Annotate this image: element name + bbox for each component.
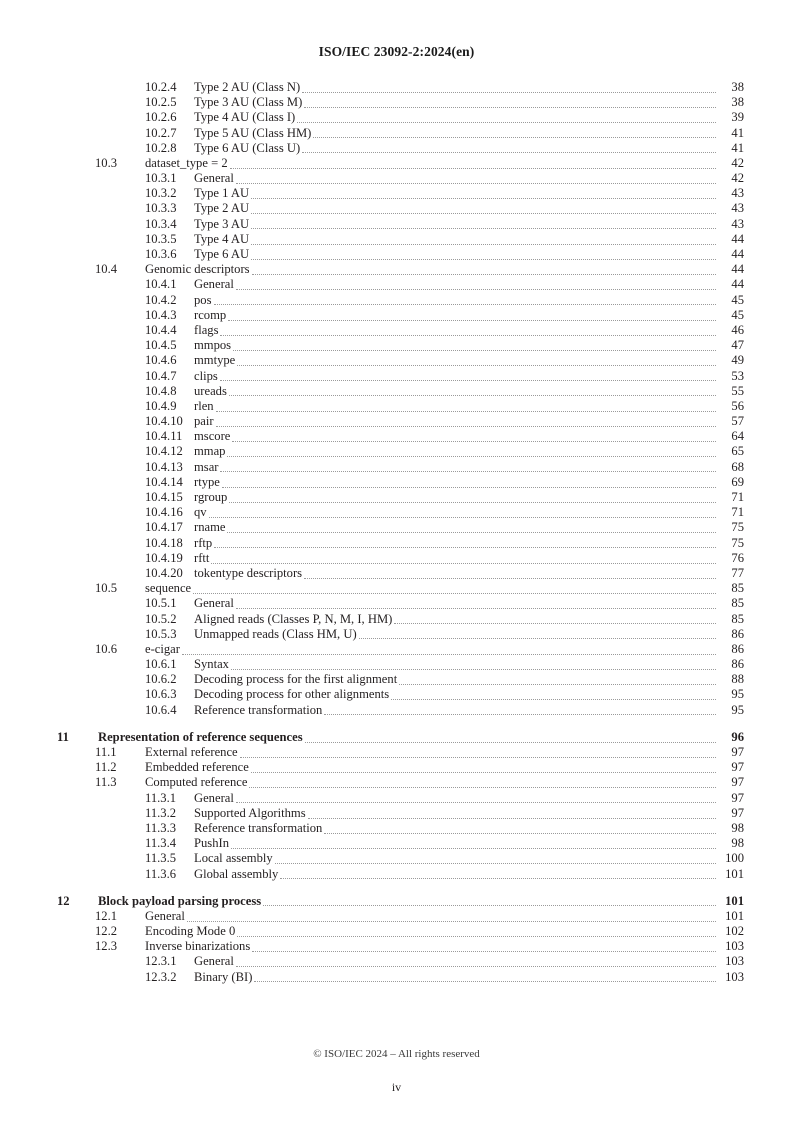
toc-entry-title: Supported Algorithms	[194, 805, 306, 820]
toc-entry-title: Type 6 AU (Class U)	[194, 140, 301, 155]
toc-entry-page-number: 77	[731, 565, 744, 580]
toc-entry[interactable]	[50, 247, 744, 262]
toc-entry-page-number: 75	[731, 535, 744, 550]
toc-entry[interactable]	[50, 806, 744, 821]
toc-entry-number: 11.3.3	[145, 820, 177, 835]
toc-entry-number: 10.3.1	[145, 171, 177, 186]
toc-dot-leader	[394, 616, 716, 627]
toc-dot-leader	[228, 312, 716, 323]
toc-entry[interactable]	[50, 232, 744, 247]
toc-entry-title: rgroup	[194, 490, 228, 505]
toc-dot-leader	[193, 585, 716, 596]
toc-entry-number: 10.4.10	[145, 414, 183, 429]
toc-entry-title: Encoding Mode 0	[145, 924, 236, 939]
toc-entry[interactable]	[50, 596, 744, 611]
toc-dot-leader	[249, 780, 716, 791]
toc-dot-leader	[275, 856, 716, 867]
toc-entry-number: 11.3.2	[145, 805, 177, 820]
toc-entry-title: Reference transformation	[194, 702, 323, 717]
toc-entry-title: Binary (BI)	[194, 969, 253, 984]
toc-entry-number: 10.3.5	[145, 231, 177, 246]
toc-entry-page-number: 49	[731, 353, 744, 368]
toc-entry-page-number: 55	[731, 383, 744, 398]
toc-dot-leader	[305, 734, 716, 745]
toc-entry-number: 10.5.3	[145, 626, 177, 641]
toc-entry-title: Syntax	[194, 657, 229, 672]
toc-entry-title: msar	[194, 459, 219, 474]
toc-dot-leader	[324, 707, 716, 718]
table-of-contents	[50, 80, 744, 985]
toc-dot-leader	[254, 974, 716, 985]
toc-entry[interactable]	[50, 414, 744, 429]
toc-dot-leader	[324, 825, 716, 836]
toc-entry-page-number: 53	[731, 368, 744, 383]
toc-entry-page-number: 95	[731, 702, 744, 717]
toc-entry-title: PushIn	[194, 836, 229, 851]
toc-entry-title: General	[194, 596, 234, 611]
toc-entry-number: 10.4.3	[145, 307, 177, 322]
toc-entry-page-number: 97	[731, 775, 744, 790]
toc-entry-page-number: 71	[731, 490, 744, 505]
toc-entry-title: Inverse binarizations	[145, 939, 251, 954]
toc-dot-leader	[214, 297, 717, 308]
toc-entry-number: 10.4.13	[145, 459, 183, 474]
toc-entry-page-number: 42	[731, 171, 744, 186]
toc-entry-number: 12.1	[95, 908, 118, 923]
toc-entry-page-number: 43	[731, 201, 744, 216]
toc-entry[interactable]	[50, 730, 744, 745]
toc-entry-page-number: 45	[731, 292, 744, 307]
toc-entry[interactable]	[50, 955, 744, 970]
toc-entry[interactable]	[50, 612, 744, 627]
toc-entry-title: Type 4 AU (Class I)	[194, 110, 296, 125]
toc-dot-leader	[231, 840, 716, 851]
toc-entry[interactable]	[50, 627, 744, 642]
toc-entry-title: rftt	[194, 550, 210, 565]
toc-dot-leader	[227, 525, 716, 536]
toc-entry-title: mscore	[194, 429, 231, 444]
toc-entry-page-number: 103	[725, 954, 744, 969]
toc-dot-leader	[252, 266, 716, 277]
toc-entry[interactable]	[50, 536, 744, 551]
toc-entry-number: 10.4.19	[145, 550, 183, 565]
toc-entry-number: 10.3.3	[145, 201, 177, 216]
toc-entry[interactable]	[50, 262, 744, 277]
document-header-standard-reference: ISO/IEC 23092-2:2024(en)	[318, 44, 475, 59]
toc-entry-page-number: 88	[731, 672, 744, 687]
toc-entry-title: tokentype descriptors	[194, 565, 303, 580]
toc-entry-title: dataset_type = 2	[145, 155, 228, 170]
toc-entry-title: Type 2 AU	[194, 201, 250, 216]
toc-dot-leader	[251, 206, 716, 217]
toc-entry-number: 11.3.1	[145, 790, 177, 805]
toc-dot-leader	[237, 928, 716, 939]
toc-entry[interactable]	[50, 836, 744, 851]
toc-entry-number: 11.3.6	[145, 866, 177, 881]
toc-entry-number: 10.3.2	[145, 186, 177, 201]
toc-dot-leader	[302, 84, 716, 95]
toc-entry-title: Type 2 AU (Class N)	[194, 79, 301, 94]
toc-entry[interactable]	[50, 80, 744, 95]
toc-entry-page-number: 75	[731, 520, 744, 535]
toc-entry-page-number: 43	[731, 216, 744, 231]
toc-entry-number: 10.4	[95, 262, 118, 277]
toc-entry-page-number: 44	[731, 231, 744, 246]
toc-entry[interactable]	[50, 688, 744, 703]
toc-dot-leader	[232, 434, 716, 445]
toc-entry[interactable]	[50, 277, 744, 292]
toc-dot-leader	[236, 282, 716, 293]
toc-entry-page-number: 43	[731, 186, 744, 201]
toc-entry[interactable]	[50, 293, 744, 308]
toc-entry[interactable]	[50, 672, 744, 687]
toc-entry[interactable]	[50, 308, 744, 323]
toc-entry-page-number: 85	[731, 611, 744, 626]
toc-entry[interactable]	[50, 156, 744, 171]
toc-dot-leader	[237, 358, 716, 369]
toc-entry[interactable]	[50, 323, 744, 338]
toc-entry-title: rname	[194, 520, 226, 535]
toc-entry[interactable]	[50, 775, 744, 790]
toc-entry-number: 10.2.6	[145, 110, 177, 125]
toc-entry-number: 10.4.12	[145, 444, 183, 459]
toc-entry-number: 11.3.4	[145, 836, 177, 851]
toc-entry-number: 10.4.1	[145, 277, 177, 292]
toc-dot-leader	[227, 449, 716, 460]
toc-dot-leader	[214, 540, 716, 551]
toc-dot-leader	[399, 677, 716, 688]
toc-entry[interactable]	[50, 867, 744, 882]
toc-entry[interactable]	[50, 186, 744, 201]
toc-dot-leader	[230, 160, 716, 171]
toc-entry-number: 10.6.4	[145, 702, 177, 717]
toc-entry-title: Type 3 AU	[194, 216, 250, 231]
toc-entry-title: mmtype	[194, 353, 236, 368]
toc-dot-leader	[359, 631, 716, 642]
toc-dot-leader	[216, 403, 716, 414]
toc-entry[interactable]	[50, 475, 744, 490]
toc-entry-page-number: 98	[731, 836, 744, 851]
toc-entry-page-number: 69	[731, 474, 744, 489]
toc-entry[interactable]	[50, 110, 744, 125]
toc-entry-title: Type 1 AU	[194, 186, 250, 201]
toc-entry-number: 10.4.20	[145, 565, 183, 580]
toc-entry-title: General	[194, 954, 234, 969]
toc-entry-number: 10.4.4	[145, 322, 177, 337]
toc-entry-number: 10.4.9	[145, 398, 177, 413]
toc-entry-page-number: 44	[731, 247, 744, 262]
toc-entry[interactable]	[50, 369, 744, 384]
toc-entry-number: 10.6	[95, 641, 118, 656]
toc-entry-title: External reference	[145, 745, 238, 760]
toc-entry-page-number: 97	[731, 745, 744, 760]
toc-entry-title: Type 3 AU (Class M)	[194, 95, 303, 110]
toc-entry-number: 12	[57, 893, 70, 908]
toc-entry[interactable]	[50, 642, 744, 657]
toc-entry[interactable]	[50, 894, 744, 909]
toc-entry[interactable]	[50, 141, 744, 156]
toc-entry-title: Reference transformation	[194, 820, 323, 835]
toc-entry-title: Local assembly	[194, 851, 273, 866]
toc-entry[interactable]	[50, 703, 744, 718]
toc-entry-title: Type 6 AU	[194, 247, 250, 262]
toc-entry-page-number: 98	[731, 820, 744, 835]
toc-entry[interactable]	[50, 581, 744, 596]
toc-dot-leader	[236, 795, 716, 806]
toc-entry-number: 10.3.6	[145, 247, 177, 262]
toc-entry-title: clips	[194, 368, 218, 383]
toc-dot-leader	[222, 479, 716, 490]
toc-entry-page-number: 103	[725, 969, 744, 984]
toc-entry-page-number: 57	[731, 414, 744, 429]
toc-entry-page-number: 46	[731, 322, 744, 337]
toc-dot-leader	[280, 871, 716, 882]
toc-entry-page-number: 86	[731, 626, 744, 641]
toc-entry-title: sequence	[145, 581, 192, 596]
toc-entry-number: 10.6.2	[145, 672, 177, 687]
toc-entry-title: rlen	[194, 398, 214, 413]
toc-entry-number: 10.6.1	[145, 657, 177, 672]
toc-entry-title: General	[194, 790, 234, 805]
toc-entry-page-number: 47	[731, 338, 744, 353]
toc-entry[interactable]	[50, 745, 744, 760]
toc-dot-leader	[251, 236, 716, 247]
toc-entry-title: Type 4 AU	[194, 231, 250, 246]
toc-entry-number: 10.3.4	[145, 216, 177, 231]
toc-entry[interactable]	[50, 217, 744, 232]
toc-entry-title: qv	[194, 505, 207, 520]
toc-entry-page-number: 86	[731, 641, 744, 656]
toc-entry-page-number: 41	[731, 125, 744, 140]
toc-entry-title: General	[145, 908, 185, 923]
toc-entry[interactable]	[50, 821, 744, 836]
toc-entry[interactable]	[50, 939, 744, 954]
toc-entry-number: 10.3	[95, 155, 118, 170]
toc-entry-number: 10.4.2	[145, 292, 177, 307]
toc-entry-title: Genomic descriptors	[145, 262, 250, 277]
toc-dot-leader	[236, 175, 716, 186]
toc-dot-leader	[187, 913, 716, 924]
toc-entry-page-number: 101	[725, 908, 744, 923]
toc-entry-page-number: 100	[725, 851, 744, 866]
toc-entry-title: Representation of reference sequences	[98, 729, 303, 744]
toc-entry-title: Type 5 AU (Class HM)	[194, 125, 312, 140]
toc-entry-number: 12.3.2	[145, 969, 177, 984]
toc-entry-title: Global assembly	[194, 866, 279, 881]
toc-entry-number: 10.2.4	[145, 79, 177, 94]
toc-entry-page-number: 97	[731, 790, 744, 805]
toc-entry-title: flags	[194, 322, 219, 337]
toc-entry[interactable]	[50, 909, 744, 924]
toc-entry-page-number: 42	[731, 155, 744, 170]
toc-entry-page-number: 85	[731, 581, 744, 596]
toc-entry-page-number: 97	[731, 805, 744, 820]
toc-entry-page-number: 64	[731, 429, 744, 444]
toc-entry-title: Decoding process for the first alignment	[194, 672, 398, 687]
toc-entry-page-number: 44	[731, 262, 744, 277]
toc-entry-page-number: 39	[731, 110, 744, 125]
toc-entry-page-number: 102	[725, 924, 744, 939]
footer-copyright: © ISO/IEC 2024 – All rights reserved	[313, 1048, 480, 1060]
toc-entry[interactable]	[50, 445, 744, 460]
toc-entry-title: Decoding process for other alignments	[194, 687, 390, 702]
toc-entry-title: Embedded reference	[145, 760, 249, 775]
toc-dot-leader	[252, 944, 716, 955]
toc-entry-number: 10.2.7	[145, 125, 177, 140]
toc-entry-page-number: 96	[731, 729, 744, 744]
toc-dot-leader	[236, 959, 716, 970]
toc-entry[interactable]	[50, 505, 744, 520]
toc-entry-number: 10.2.8	[145, 140, 177, 155]
toc-entry-title: mmap	[194, 444, 226, 459]
toc-entry-title: rcomp	[194, 307, 227, 322]
page-number: iv	[391, 1080, 402, 1094]
toc-entry[interactable]	[50, 970, 744, 985]
toc-entry-number: 10.4.6	[145, 353, 177, 368]
toc-entry-number: 11.1	[95, 745, 117, 760]
toc-dot-leader	[236, 601, 716, 612]
toc-entry-number: 10.4.17	[145, 520, 183, 535]
toc-entry-number: 10.4.15	[145, 490, 183, 505]
toc-entry-page-number: 76	[731, 550, 744, 565]
toc-entry-number: 11.3.5	[145, 851, 177, 866]
toc-dot-leader	[211, 555, 716, 566]
toc-entry-page-number: 38	[731, 95, 744, 110]
toc-dot-leader	[182, 646, 716, 657]
toc-entry[interactable]	[50, 760, 744, 775]
toc-entry[interactable]	[50, 791, 744, 806]
toc-entry-page-number: 101	[725, 866, 744, 881]
toc-entry-title: Block payload parsing process	[98, 893, 262, 908]
toc-entry[interactable]	[50, 384, 744, 399]
toc-entry[interactable]	[50, 95, 744, 110]
toc-dot-leader	[231, 661, 716, 672]
toc-entry[interactable]	[50, 851, 744, 866]
toc-dot-leader	[304, 99, 716, 110]
toc-entry-page-number: 38	[731, 79, 744, 94]
toc-entry-page-number: 56	[731, 398, 744, 413]
toc-entry-page-number: 45	[731, 307, 744, 322]
toc-entry[interactable]	[50, 202, 744, 217]
toc-entry-page-number: 65	[731, 444, 744, 459]
toc-entry[interactable]	[50, 490, 744, 505]
toc-entry-title: Aligned reads (Classes P, N, M, I, HM)	[194, 611, 393, 626]
toc-entry-number: 10.4.16	[145, 505, 183, 520]
toc-entry-title: mmpos	[194, 338, 232, 353]
toc-entry-title: pos	[194, 292, 212, 307]
toc-entry-title: rtype	[194, 474, 220, 489]
toc-dot-leader	[220, 464, 716, 475]
toc-dot-leader	[233, 342, 716, 353]
toc-entry-title: pair	[194, 414, 214, 429]
toc-entry-title: rftp	[194, 535, 213, 550]
toc-entry-number: 10.5	[95, 581, 118, 596]
toc-dot-leader	[220, 373, 716, 384]
toc-dot-leader	[297, 115, 716, 126]
toc-dot-leader	[313, 130, 716, 141]
toc-entry-title: General	[194, 277, 234, 292]
toc-entry-number: 10.4.18	[145, 535, 183, 550]
toc-entry-number: 10.6.3	[145, 687, 177, 702]
toc-entry-page-number: 86	[731, 657, 744, 672]
toc-entry-number: 10.4.11	[145, 429, 183, 444]
toc-entry[interactable]	[50, 520, 744, 535]
toc-entry-page-number: 44	[731, 277, 744, 292]
toc-entry[interactable]	[50, 429, 744, 444]
toc-dot-leader	[209, 509, 716, 520]
toc-dot-leader	[263, 898, 716, 909]
toc-entry-number: 11	[57, 729, 69, 744]
toc-entry-number: 11.2	[95, 760, 117, 775]
toc-dot-leader	[251, 191, 716, 202]
toc-entry-page-number: 101	[725, 893, 744, 908]
toc-dot-leader	[391, 692, 716, 703]
toc-entry-number: 10.2.5	[145, 95, 177, 110]
toc-entry-number: 10.5.1	[145, 596, 177, 611]
toc-dot-leader	[251, 221, 716, 232]
toc-entry[interactable]	[50, 171, 744, 186]
toc-dot-leader	[302, 145, 716, 156]
toc-entry[interactable]	[50, 657, 744, 672]
toc-dot-leader	[216, 418, 716, 429]
toc-entry-number: 10.4.14	[145, 474, 183, 489]
toc-entry[interactable]	[50, 338, 744, 353]
toc-entry[interactable]	[50, 399, 744, 414]
toc-entry[interactable]	[50, 353, 744, 368]
toc-dot-leader	[251, 251, 716, 262]
toc-entry-number: 10.5.2	[145, 611, 177, 626]
toc-dot-leader	[251, 764, 716, 775]
toc-entry-number: 10.4.8	[145, 383, 177, 398]
toc-dot-leader	[308, 810, 716, 821]
toc-entry-number: 12.2	[95, 924, 118, 939]
toc-entry[interactable]	[50, 924, 744, 939]
toc-entry-title: Unmapped reads (Class HM, U)	[194, 626, 357, 641]
toc-entry[interactable]	[50, 126, 744, 141]
toc-entry-number: 11.3	[95, 775, 117, 790]
toc-entry[interactable]	[50, 460, 744, 475]
toc-entry[interactable]	[50, 551, 744, 566]
toc-dot-leader	[220, 327, 716, 338]
toc-entry-page-number: 103	[725, 939, 744, 954]
toc-entry-title: e-cigar	[145, 641, 180, 656]
toc-entry-title: Computed reference	[145, 775, 248, 790]
toc-dot-leader	[240, 749, 716, 760]
toc-entry-page-number: 41	[731, 140, 744, 155]
toc-dot-leader	[229, 388, 716, 399]
toc-entry-title: General	[194, 171, 234, 186]
toc-entry-page-number: 68	[731, 459, 744, 474]
toc-entry-title: ureads	[194, 383, 227, 398]
toc-entry-page-number: 85	[731, 596, 744, 611]
toc-dot-leader	[304, 570, 716, 581]
toc-entry-number: 12.3	[95, 939, 118, 954]
toc-dot-leader	[229, 494, 716, 505]
toc-entry-number: 10.4.5	[145, 338, 177, 353]
toc-entry-page-number: 95	[731, 687, 744, 702]
toc-entry-page-number: 71	[731, 505, 744, 520]
toc-entry-number: 12.3.1	[145, 954, 177, 969]
toc-entry[interactable]	[50, 566, 744, 581]
toc-entry-number: 10.4.7	[145, 368, 177, 383]
toc-entry-page-number: 97	[731, 760, 744, 775]
